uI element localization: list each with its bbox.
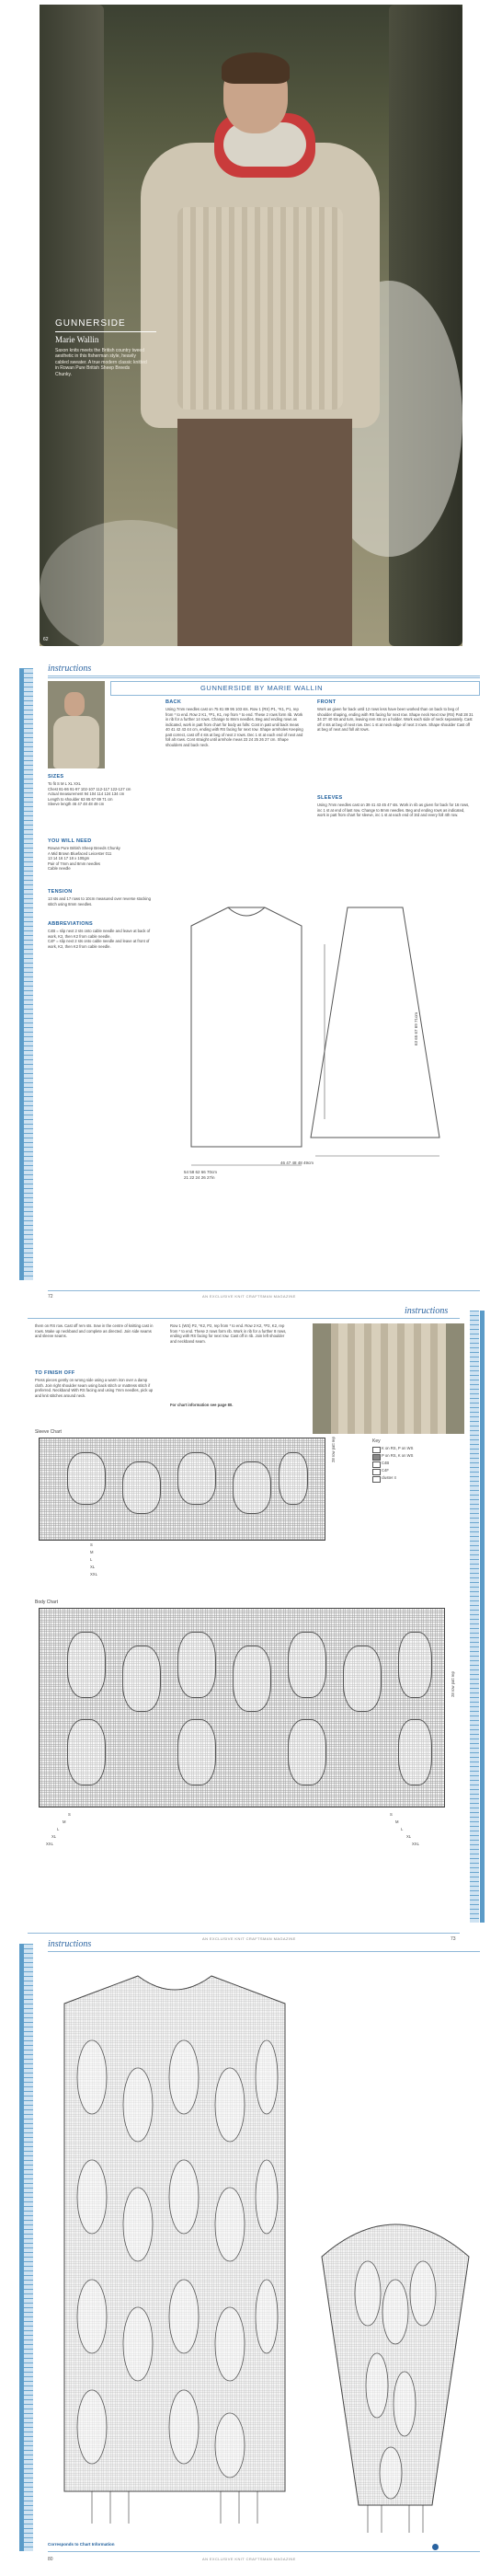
key-label: P on RS, K on WS: [382, 1453, 414, 1458]
page-cover-photo: [0, 0, 502, 652]
sleeve-width-measure: 46 47 48 48 49cm: [280, 1161, 314, 1165]
key-swatch: [372, 1476, 381, 1483]
tension-text: 13 sts and 17 rows to 10cm measured over reverse stocking stitch using 8mm needles.: [48, 896, 151, 907]
model-hair: [222, 52, 290, 84]
neckband-text: Row 1 (WS) P2, *K2, P2, rep from * to end. Row 2 K2, *P2, K2, rep from * to end. These 2 rows form rib. Work in rib for a further 8 rows, ending with RS facing for next row. Cast off in rib. Join left shoulder and neckband seam.: [170, 1323, 287, 1344]
size-label: S: [390, 1812, 393, 1817]
sleeve-size-markers: [90, 1542, 182, 1594]
footer-text: AN EXCLUSIVE KNIT CRAFTSMAN MAGAZINE: [202, 2557, 296, 2561]
repeat-label: 28 row patt rep: [331, 1437, 336, 1462]
size-label: M: [90, 1550, 94, 1554]
footer-rule: [48, 2551, 480, 2552]
size-label: XL: [406, 1834, 412, 1839]
trousers-shape: [177, 419, 352, 646]
side-ruler: [24, 668, 33, 1280]
yarn-text: Rowan Pure British Sheep Breeds Chunky A Mid Brown Bluefaced Leicester 011 13 14 16 17 18 x 100gm Pair of 7mm and 8mm needles Cable needle: [48, 846, 120, 871]
tension-heading: TENSION: [48, 889, 73, 895]
title-rule: [55, 331, 156, 332]
footer-rule: [48, 1290, 480, 1291]
size-label: S: [90, 1542, 93, 1547]
full-sleeve-chart: [303, 2201, 487, 2542]
cable-texture: [177, 207, 343, 410]
header-rule: [48, 677, 480, 678]
key-swatch: [372, 1469, 381, 1475]
size-label: M: [395, 1819, 399, 1824]
size-label: XXL: [412, 1842, 419, 1846]
back-heading: BACK: [165, 699, 182, 705]
finish-heading: TO FINISH OFF: [35, 1370, 75, 1376]
key-swatch: [372, 1454, 381, 1461]
page-instructions-2: [0, 1301, 502, 1946]
header-rule: [48, 1951, 480, 1952]
size-label: L: [57, 1827, 60, 1831]
header-rule: [28, 1318, 460, 1319]
page-number: 72: [48, 1294, 53, 1300]
full-body-chart: [55, 1967, 294, 2537]
garment-schematic: [164, 889, 476, 1202]
abbreviations-heading: ABBREVIATIONS: [48, 921, 94, 927]
size-label: L: [401, 1827, 404, 1831]
size-label: XXL: [90, 1572, 97, 1577]
key-label: K on RS, P on WS: [382, 1446, 414, 1450]
key-label: cluster 4: [382, 1475, 396, 1480]
back-text: Using 7mm needles cast on 75 81 89 95 103 sts. Row 1 (RS) P1, *K1, P1, rep from * to end. Row 2 K1, *P1, K1, rep from * to end. These 2 rows form rib. Work in rib for a further 14 rows. Change to 8mm needles. Beg and ending rows as indicated, work in patt from chart for body as folls: Cont in patt until back meas 40 41 42 43 44 cm, ending with RS facing for next row. Shape armholes Keeping patt correct, cast off 4 sts at beg of next 2 rows. Dec 1 st at each end of next and foll alt rows. Cont straight until armhole meas 23 24 25 26 27 cm. Shape shoulders and back neck.: [165, 707, 303, 747]
page-number: 62: [43, 637, 49, 642]
footer-text: AN EXCLUSIVE KNIT CRAFTSMAN MAGAZINE: [202, 1936, 296, 1941]
size-label: M: [63, 1819, 66, 1824]
sleeve-chart-title: Sleeve Chart: [35, 1429, 62, 1435]
size-label: S: [68, 1812, 71, 1817]
size-label: XXL: [46, 1842, 53, 1846]
size-label: L: [90, 1557, 93, 1562]
section-heading: instructions: [48, 1939, 92, 1949]
section-heading: instructions: [48, 664, 92, 674]
key-label: C4B: [382, 1461, 390, 1465]
footer-left-label: Corresponds to Chart Information: [48, 2542, 115, 2547]
body-length-measure: 63 65 67 69 71cm: [414, 1011, 418, 1045]
thumbnail-photo: [48, 681, 105, 768]
detail-photo: [313, 1323, 464, 1434]
side-ruler: [24, 1944, 33, 2551]
page-instructions-3: [0, 1935, 502, 2576]
key-title: Key: [372, 1438, 381, 1444]
body-chart: [39, 1608, 445, 1808]
size-label: XL: [51, 1834, 57, 1839]
body-chart-title: Body Chart: [35, 1600, 59, 1605]
size-label: XL: [90, 1565, 96, 1569]
page-instructions-1: [0, 659, 502, 1303]
sleeves-text: Using 7mm needles cast on 39 41 43 45 47 sts. Work in rib as given for back for 16 rows, inc 1 st at end of last row. Change to 8mm needles. Beg and ending rows as indicated, work in patt from chart for sleeve, inc 1 st at each end of 3rd and every foll 4th row.: [317, 803, 470, 817]
pattern-author: Marie Wallin: [55, 335, 99, 344]
front-text: Work as given for back until 12 rows less have been worked than on back to beg of shoulder shaping, ending with RS facing for next row. Shape neck Next row (RS) Patt 28 31 34 37 40 sts and turn, leaving rem sts on a holder. Work each side of neck separately. Cast off 4 sts at beg of next row. Dec 1 st at neck edge of next 3 rows. Shape shoulder Cast off at beg of next and foll alt rows.: [317, 707, 473, 732]
footer-dot-icon: [432, 2544, 439, 2550]
finishing-text: them on RS row. Cast off rem sts. Sew in the centre of knitting cast in rows. Make up neckband and complete as directed. Join side seams and sleeve seams.: [35, 1323, 154, 1338]
pattern-title: GUNNERSIDE: [55, 318, 126, 329]
key-label: C4F: [382, 1468, 389, 1473]
body-width-measure-in: 21 22 24 26 27in: [184, 1175, 215, 1180]
body-size-markers-left: [44, 1812, 136, 1864]
abbreviations-text: C4B = slip next 2 sts onto cable needle and leave at back of work, K2, then K2 from cable needle. C4F = slip next 2 sts onto cable needle and leave at front of work, K2, then K2 from cable needle.: [48, 929, 151, 949]
page-number: 80: [48, 2557, 53, 2562]
sizes-text: To fit S M L XL XXL Chest 81-86 91-97 102-107 112-117 122-127 cm Actual measurement 94 104 114 124 134 cm Length to shoulder 63 65 67 69 71 cm Sleeve length 46 47 48 48 49 cm: [48, 781, 131, 806]
body-width-measure: 54 58 62 66 70cm: [184, 1170, 218, 1174]
pattern-intro: Saxon knits meets the British country tweed aesthetic in this fisherman style, heavily cabled sweater. A true modern classic knitted in Rowan Pure British Sheep Breeds Chunky.: [55, 348, 147, 377]
footer-text: AN EXCLUSIVE KNIT CRAFTSMAN MAGAZINE: [202, 1294, 296, 1299]
key-swatch: [372, 1461, 381, 1468]
yarn-heading: YOU WILL NEED: [48, 838, 92, 844]
footer-rule: [28, 1933, 460, 1934]
repeat-label: 28 row patt rep: [451, 1671, 455, 1697]
page-number: 73: [451, 1936, 456, 1942]
chart-note: For chart information see page 80.: [170, 1403, 234, 1407]
sizes-heading: SIZES: [48, 774, 64, 780]
section-heading: instructions: [405, 1306, 449, 1316]
sleeve-chart: [39, 1438, 325, 1541]
sleeves-heading: SLEEVES: [317, 795, 343, 801]
key-swatch: [372, 1447, 381, 1453]
side-ruler-bar: [480, 1311, 485, 1923]
body-size-markers-right: [386, 1812, 441, 1864]
side-ruler: [470, 1311, 479, 1923]
pattern-title: GUNNERSIDE BY MARIE WALLIN: [200, 684, 324, 692]
front-heading: FRONT: [317, 699, 337, 705]
finish-text: Press pieces gently on wrong side using a warm iron over a damp cloth. Join right shoulder seam using back stitch or mattress stitch if preferred. Neckband With RS facing and using 7mm needles, pick up and knit stitches around neck.: [35, 1378, 154, 1398]
